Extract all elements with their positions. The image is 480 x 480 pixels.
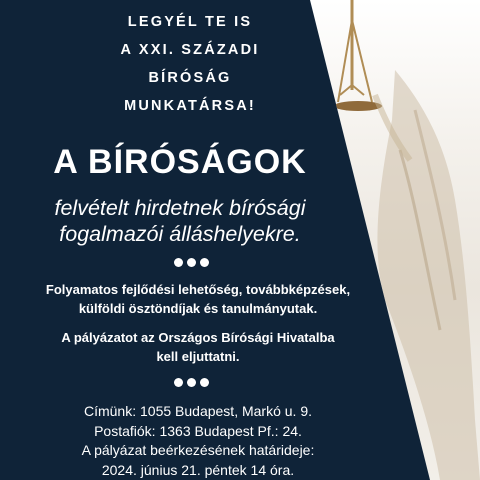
tagline-line: A XXI. SZÁZADI <box>120 42 260 58</box>
dot <box>200 378 209 387</box>
contact-info <box>8 402 388 480</box>
dot <box>174 378 183 387</box>
tagline-line: BÍRÓSÁG <box>148 70 232 86</box>
submission-text <box>8 328 388 366</box>
submission-line: kell eljuttatni. <box>156 349 240 364</box>
benefits-line: Folyamatos fejlődési lehetőség, továbbképzések, <box>45 282 351 297</box>
tagline-line: LEGYÉL TE IS <box>127 14 253 30</box>
submission-line: A pályázatot az Országos Bírósági Hivatalba <box>61 330 335 345</box>
headline: A BÍRÓSÁGOK <box>53 143 307 181</box>
po-box-line: Postafiók: 1363 Budapest Pf.: 24. <box>94 422 302 439</box>
subheadline-line: fogalmazói álláshelyekre. <box>59 222 301 246</box>
subheadline-line: felvételt hirdetnek bírósági <box>54 196 306 220</box>
subheadline <box>0 195 360 247</box>
tagline-line: MUNKATÁRSA! <box>124 98 256 114</box>
dot <box>174 258 183 267</box>
benefits-line: külföldi ösztöndíjak és tanulmányutak. <box>78 301 318 316</box>
dot <box>200 258 209 267</box>
dots-divider <box>174 378 209 387</box>
dot <box>187 378 196 387</box>
deadline-label: A pályázat beérkezésének határideje: <box>81 442 315 458</box>
benefits-text <box>8 280 388 318</box>
deadline-date: 2024. június 21. péntek 14 óra. <box>101 461 295 478</box>
address-line: Címünk: 1055 Budapest, Markó u. 9. <box>83 403 312 419</box>
dots-divider <box>174 258 209 267</box>
tagline <box>40 8 340 120</box>
dot <box>187 258 196 267</box>
